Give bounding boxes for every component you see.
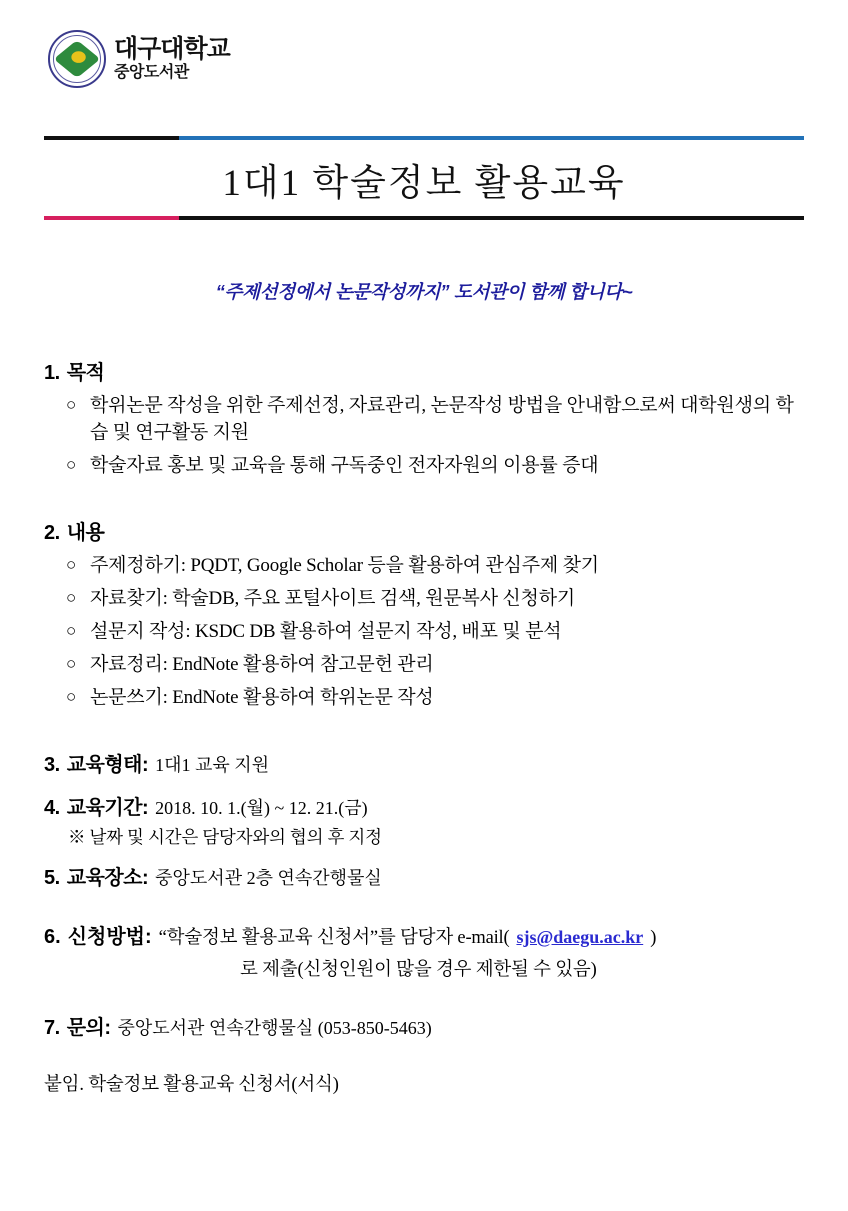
section-purpose-heading: [44, 356, 810, 385]
logo-wordmark: [114, 36, 230, 81]
bullet-marker-icon: ○: [66, 587, 77, 607]
list-item: [44, 553, 810, 580]
list-item-text: 논문쓰기: EndNote 활용하여 학위논문 작성: [90, 686, 434, 708]
section-period-heading: [44, 791, 810, 820]
list-item: [44, 393, 810, 447]
section-period-value: 2018. 10. 1.(월) ~ 12. 21.(금): [155, 797, 368, 818]
section-apply-text-before: “학술정보 활용교육 신청서”를 담당자 e-mail(: [158, 927, 510, 948]
section-period-note: ※ 날짜 및 시간은 담당자와의 협의 후 지정: [68, 826, 382, 847]
list-item-text: 설문지 작성: KSDC DB 활용하여 설문지 작성, 배포 및 분석: [90, 620, 562, 642]
university-emblem-icon: [48, 30, 106, 88]
list-item-text: 학위논문 작성을 위한 주제선정, 자료관리, 논문작성 방법을 안내함으로써 대학원생의 학습 및 연구활동 지원: [90, 395, 794, 443]
title-rule-top: [44, 136, 804, 140]
section-contents-heading: [44, 516, 810, 545]
section-inquiry-value: 중앙도서관 연속간행물실 (053-850-5463): [117, 1017, 432, 1038]
section-apply-heading: [44, 920, 810, 949]
list-item-text: 학술자료 홍보 및 교육을 통해 구독중인 전자자원의 이용률 증대: [90, 454, 599, 476]
bullet-marker-icon: ○: [66, 620, 77, 640]
bullet-marker-icon: ○: [66, 686, 77, 706]
page-title: 1대1 학술정보 활용교육: [222, 163, 626, 204]
section-period-title: 교육기간:: [66, 796, 149, 819]
section-contents-list: [44, 553, 810, 712]
section-inquiry-heading: [44, 1011, 810, 1040]
list-item: [44, 586, 810, 613]
section-format-heading: [44, 748, 810, 777]
section-purpose-list: [44, 393, 810, 480]
title-rule-bottom: [44, 216, 804, 220]
subtitle: “주제선정에서 논문작성까지” 도서관이 함께 합니다~: [215, 281, 633, 302]
section-period-number: 4.: [44, 796, 60, 819]
list-item-text: 주제정하기: PQDT, Google Scholar 등을 활용하여 관심주제 찾기: [90, 554, 599, 576]
section-contents: [44, 516, 810, 712]
section-apply-text-after: ): [650, 927, 657, 948]
contact-email-link[interactable]: sjs@daegu.ac.kr: [516, 926, 644, 947]
section-format-title: 교육형태:: [66, 753, 149, 776]
section-inquiry-number: 7.: [44, 1016, 60, 1039]
list-item: [44, 619, 810, 646]
section-apply-line2: 로 제출(신청인원이 많을 경우 제한될 수 있음): [240, 959, 597, 980]
library-name: 중앙도서관: [114, 63, 189, 81]
list-item: [44, 685, 810, 712]
list-item: [44, 652, 810, 679]
section-place-value: 중앙도서관 2층 연속간행물실: [155, 867, 382, 888]
section-format-value: 1대1 교육 지원: [155, 754, 270, 775]
section-place-title: 교육장소:: [66, 866, 149, 889]
section-apply-title: 신청방법:: [67, 925, 152, 948]
list-item-text: 자료정리: EndNote 활용하여 참고문헌 관리: [90, 653, 434, 675]
section-apply-number: 6.: [44, 925, 61, 948]
list-item: [44, 453, 810, 480]
bullet-marker-icon: ○: [66, 454, 77, 474]
section-purpose: [44, 356, 810, 480]
library-logo: [48, 30, 230, 88]
section-inquiry-title: 문의:: [66, 1016, 111, 1039]
section-contents-number: 2.: [44, 521, 60, 544]
bullet-marker-icon: ○: [66, 653, 77, 673]
list-item-text: 자료찾기: 학술DB, 주요 포털사이트 검색, 원문복사 신청하기: [90, 587, 576, 609]
university-name: 대구대학교: [114, 35, 230, 64]
attachment-note: 붙임. 학술정보 활용교육 신청서(서식): [44, 1074, 339, 1095]
section-contents-title: 내용: [66, 521, 105, 544]
section-purpose-number: 1.: [44, 362, 60, 384]
section-place-heading: [44, 861, 810, 890]
document-body: [44, 356, 810, 1096]
section-place-number: 5.: [44, 866, 60, 889]
bullet-marker-icon: ○: [66, 554, 77, 574]
section-format-number: 3.: [44, 753, 60, 776]
bullet-marker-icon: ○: [66, 395, 77, 414]
section-purpose-title: 목적: [66, 362, 105, 384]
